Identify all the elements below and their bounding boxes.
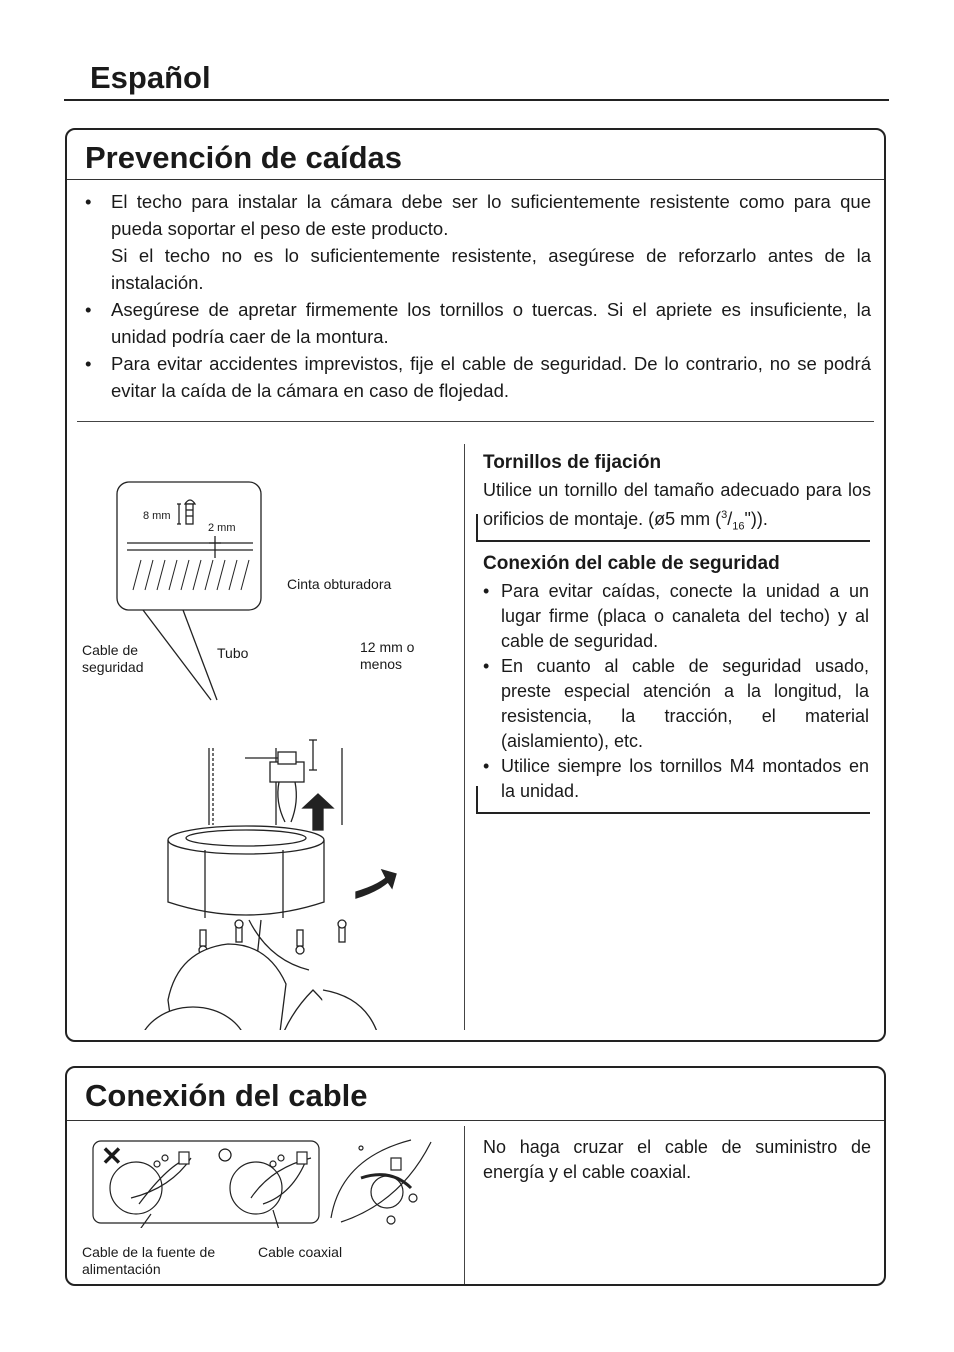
screw-icon xyxy=(296,930,304,954)
section-title: Conexión del cable xyxy=(85,1078,368,1113)
cable-routing-illustration xyxy=(91,1138,441,1228)
cable-connection-text: No haga cruzar el cable de suministro de energía y el cable coaxial. xyxy=(483,1137,871,1182)
list-item xyxy=(83,350,871,404)
title-rule xyxy=(67,179,884,180)
warning-list xyxy=(83,188,871,404)
diagram-label: Tubo xyxy=(217,645,249,661)
section-title: Prevención de caídas xyxy=(85,140,403,175)
diagram-label: Cable de seguridad xyxy=(82,642,144,675)
diagram-label: Cable coaxial xyxy=(258,1244,343,1260)
safety-cable-heading: Conexión del cable de seguridad xyxy=(483,553,780,574)
bullet-text: Si el techo no es lo suficientemente resistente, asegúrese de reforzarlo antes de la instalación. xyxy=(111,245,871,293)
inner-rule xyxy=(77,421,874,422)
list-item xyxy=(83,296,871,350)
cable-connection-section xyxy=(65,1066,886,1286)
diagram-label: 12 mm o menos xyxy=(360,639,415,672)
diagram-label: Cable de la fuente de alimentación xyxy=(82,1244,216,1277)
tube xyxy=(270,762,304,782)
fixing-screws-heading: Tornillos de fijación xyxy=(483,452,662,473)
list-item xyxy=(83,188,871,296)
camera-icon xyxy=(138,944,383,1030)
list-item: • Para evitar caídas, conecte la unidad a un lugar firme (placa o canaleta del techo) y al cable de seguridad. xyxy=(483,579,869,654)
safety-cable-list xyxy=(483,579,869,804)
column-divider xyxy=(464,1126,465,1284)
title-rule xyxy=(67,1120,884,1121)
bullet-text: Asegúrese de apretar firmemente los tornillos o tuercas. Si el apriete es insuficiente, la unidad podría caer de la montura. xyxy=(111,299,871,347)
fixing-screws-text: Utilice un tornillo del tamaño adecuado para los orificios de montaje. (ø5 mm $(^3/_{16}")$). xyxy=(483,480,871,533)
terminal-icon xyxy=(154,1152,189,1167)
screw-icon xyxy=(338,920,346,942)
cable-hole xyxy=(230,1162,282,1214)
language-heading: Español xyxy=(90,60,211,95)
arrow-up-icon xyxy=(303,794,333,830)
heading-rule xyxy=(64,99,889,101)
fall-prevention-section xyxy=(65,128,886,1042)
list-item: • Utilice siempre los tornillos M4 montados en la unidad. xyxy=(483,754,869,804)
correct-mark-icon: ○ xyxy=(216,1138,235,1171)
diagram-label: 8 mm xyxy=(143,510,171,522)
rotate-arrow-icon xyxy=(356,870,396,898)
bullet-text: El techo para instalar la cámara debe ser lo suficientemente resistente como para que pueda soportar el peso de este producto. xyxy=(111,191,871,239)
list-item: • En cuanto al cable de seguridad usado, preste especial atención a la longitud, la resistencia, la tracción, el material (aislamiento), etc. xyxy=(483,654,869,754)
diagram-label: Cinta obturadora xyxy=(287,576,392,592)
bullet-text: Para evitar accidentes imprevistos, fije el cable de seguridad. De lo contrario, no se podrá evitar la caída de la cámara en caso de flojedad. xyxy=(111,353,871,401)
screw-icon xyxy=(235,920,243,942)
column-divider xyxy=(464,444,465,1030)
terminal-icon xyxy=(270,1152,307,1167)
cable-hole xyxy=(371,1176,403,1208)
section-bracket xyxy=(476,514,870,542)
diagram-label: 2 mm xyxy=(208,522,236,534)
mounting-illustration xyxy=(73,430,463,1030)
section-bracket xyxy=(476,786,870,814)
wrong-mark-icon: ✕ xyxy=(101,1141,123,1171)
